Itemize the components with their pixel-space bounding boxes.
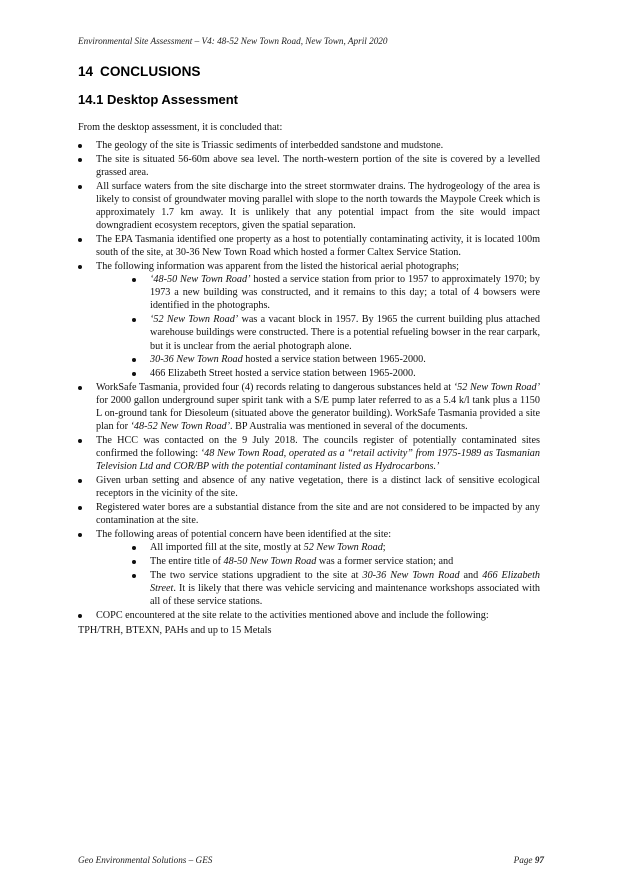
bullet-icon: [78, 185, 82, 189]
address-emphasis: 466 Elizabeth Street: [150, 569, 541, 594]
sublist-item: [132, 353, 540, 366]
bullet-icon: [132, 358, 136, 362]
sublist-item: [132, 569, 540, 609]
bullet-icon: [78, 144, 82, 148]
bullet-icon: [78, 158, 82, 162]
sublist-item-text: and: [459, 569, 483, 581]
sublist-item-text: The entire title of: [150, 555, 224, 567]
address-emphasis: ‘48-52 New Town Road’: [130, 421, 231, 433]
list-item-text: Registered water bores are a substantial distance from the site and are not considered to be impacted by any contamination at the site.: [96, 501, 540, 527]
list-item-text: for 2000 gallon underground super spirit tank with a S/E pump later referred to as a 5.4 k/l tank plus a 1150 L on-ground tank for Diesoleum (situated above the generator building). WorkSafe Tasmania provided a site plan for: [96, 394, 540, 433]
list-item-text: The HCC was contacted on the 9 July 2018. The councils register of potentially contaminated sites confirmed the following:: [96, 434, 540, 460]
address-emphasis: 30-36 New Town Road: [150, 354, 243, 366]
list-item-text: The EPA Tasmania identified one property as a host to potentially contaminating activity, it is located 100m south of the site, at 30-36 New Town Road which hosted a former Caltex Service Station.: [96, 233, 540, 259]
list-item: [78, 260, 540, 380]
bullet-icon: [132, 574, 136, 578]
sublist-item-text: hosted a service station between 1965-2000.: [242, 354, 426, 366]
list-item: [78, 180, 540, 233]
list-item-text: The site is situated 56-60m above sea level. The north-western portion of the site is covered by a levelled grassed area.: [96, 153, 540, 178]
bullet-icon: [132, 560, 136, 564]
sublist-item-text: hosted a service station from prior to 1957 to approximately 1970; by 1973 a new building was constructed, and it remains to this day; a total of 4 bowsers were identified in the photographs.: [150, 274, 540, 312]
list-item: [78, 139, 540, 152]
bullet-icon: [78, 506, 82, 510]
conclusions-list-container: [78, 139, 540, 638]
page-number: 97: [534, 855, 544, 865]
section-number: 14: [78, 64, 94, 79]
address-emphasis: ‘52 New Town Road’: [150, 314, 239, 326]
bullet-icon: [132, 278, 136, 282]
list-item-text: All surface waters from the site discharge into the street stormwater drains. The hydrogeology of the area is likely to consist of groundwater moving parallel with slope to the north towards the Maypole Creek which is approximately 1.7 km away. It is unlikely that any potential impact from the site would impact downgradient ecosystem receptors, given the spatial separation.: [96, 180, 540, 232]
running-header: Environmental Site Assessment – V4: 48-52 New Town Road, New Town, April 2020: [78, 36, 388, 46]
sublist-item-text: 466 Elizabeth Street hosted a service station between 1965-2000.: [150, 367, 416, 379]
bullet-icon: [132, 318, 136, 322]
address-emphasis: 52 New Town Road: [303, 542, 383, 554]
footer-page-number: [514, 855, 544, 866]
sublist-item: [132, 273, 540, 313]
list-item: [78, 501, 540, 527]
list-item-text: Given urban setting and absence of any native vegetation, there is a distinct lack of sensitive ecological receptors in the vicinity of the site.: [96, 475, 540, 500]
list-item-text: The following information was apparent from the listed the historical aerial photographs;: [96, 260, 459, 272]
subsection-title: Desktop Assessment: [107, 92, 239, 107]
sublist-item-text: The two service stations upgradient to the site at: [150, 569, 363, 581]
sublist-item-text: was a former service station; and: [316, 555, 454, 567]
bullet-icon: [78, 533, 82, 537]
sublist-item-text: All imported fill at the site, mostly at: [150, 542, 304, 554]
copc-list-line: TPH/TRH, BTEXN, PAHs and up to 15 Metals: [78, 625, 272, 637]
page-label: Page: [513, 855, 535, 865]
bullet-icon: [132, 372, 136, 376]
list-item: [78, 528, 540, 608]
address-emphasis: ‘52 New Town Road’: [453, 381, 540, 393]
bullet-icon: [78, 265, 82, 269]
quote-emphasis: ‘48 New Town Road, operated as a “retail activity” from 1975-1989 as Tasmanian Television Ltd and COR/BP with the potential contaminant listed as Hydrocarbons.’: [96, 448, 540, 473]
intro-paragraph: From the desktop assessment, it is concluded that:: [78, 122, 283, 133]
list-item: [78, 434, 540, 474]
sublist-item: [132, 313, 540, 353]
sublist-item-text: was a vacant block in 1957. By 1965 the current building plus attached warehouse buildings were constructed. There is a potential refueling bowser in the rear carpark, but it is unclear from the aerial photograph alone.: [150, 314, 540, 352]
address-emphasis: ‘48-50 New Town Road’: [150, 274, 251, 286]
address-emphasis: 30-36 New Town Road: [362, 569, 460, 581]
concern-areas-sublist: [96, 541, 540, 608]
list-item-text: COPC encountered at the site relate to the activities mentioned above and include the following:: [96, 609, 489, 621]
sublist-item: [132, 541, 540, 554]
list-item: [78, 381, 540, 434]
list-item-text: The geology of the site is Triassic sediments of interbedded sandstone and mudstone.: [96, 140, 444, 151]
list-item: [78, 609, 540, 622]
list-item: [78, 474, 540, 500]
list-item-text: The following areas of potential concern have been identified at the site:: [96, 528, 392, 540]
sublist-item-text: ;: [382, 542, 386, 554]
bullet-icon: [78, 386, 82, 390]
bullet-icon: [78, 238, 82, 242]
list-item-text: . BP Australia was mentioned in several of the documents.: [230, 421, 468, 433]
footer-company: Geo Environmental Solutions – GES: [78, 855, 213, 865]
subsection-number: 14.1: [78, 92, 104, 107]
section-heading: [78, 64, 200, 80]
conclusions-list: [78, 139, 540, 622]
sublist-item-text: . It is likely that there was vehicle servicing and maintenance workshops associated with all of these service stations.: [150, 582, 540, 607]
bullet-icon: [78, 614, 82, 618]
subsection-heading: [78, 92, 238, 108]
list-item: [78, 233, 540, 259]
bullet-icon: [78, 479, 82, 483]
list-item-text: WorkSafe Tasmania, provided four (4) records relating to dangerous substances held at: [96, 381, 454, 393]
section-title: CONCLUSIONS: [100, 64, 201, 79]
bullet-icon: [132, 546, 136, 550]
bullet-icon: [78, 439, 82, 443]
aerial-photo-sublist: [96, 273, 540, 380]
sublist-item: [132, 555, 540, 568]
sublist-item: [132, 367, 540, 380]
address-emphasis: 48-50 New Town Road: [223, 555, 317, 567]
list-item: [78, 153, 540, 179]
